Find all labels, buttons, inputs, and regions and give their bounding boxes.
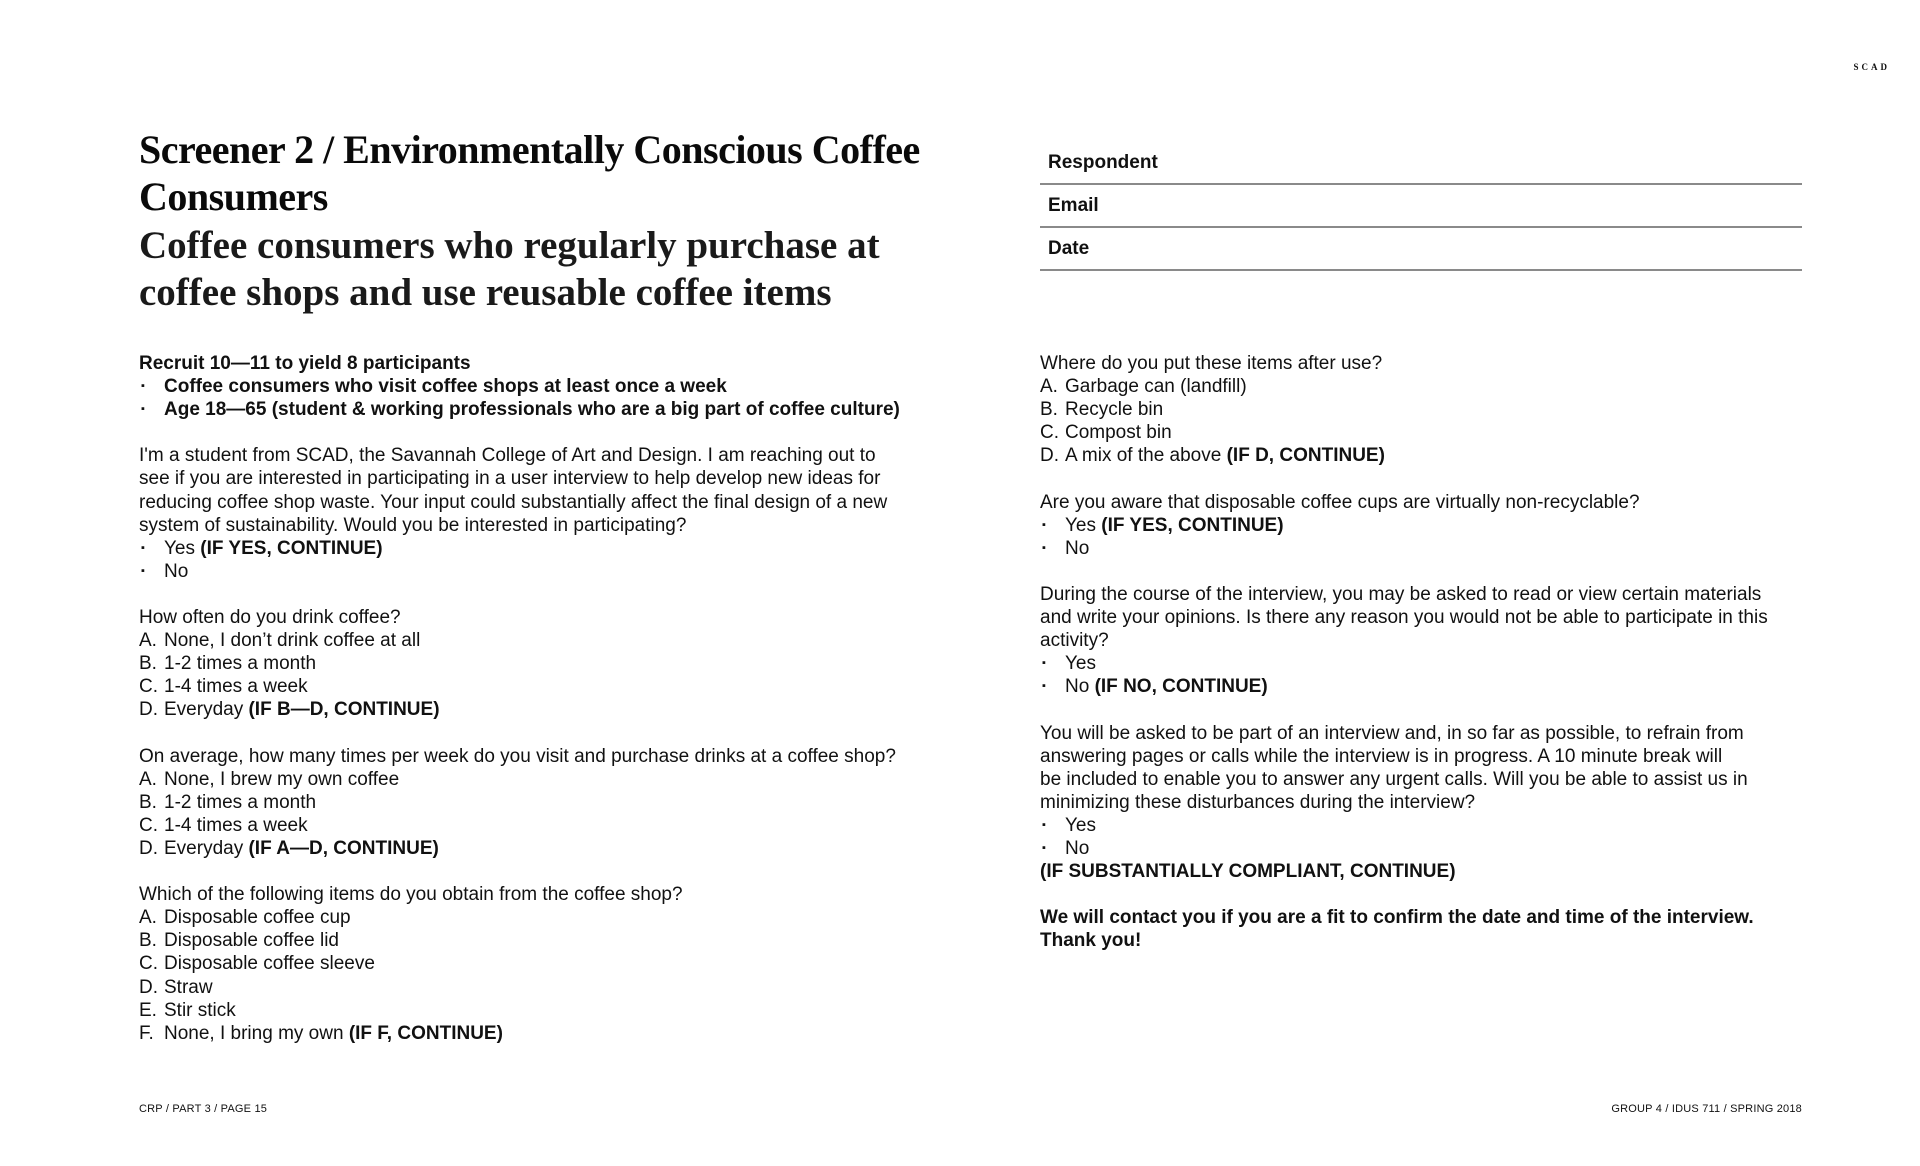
answer-options [139, 906, 919, 1045]
list-item: ▪ Yes [1042, 814, 1096, 836]
recruit-heading: Recruit 10—11 to yield 8 participants [139, 353, 471, 374]
compliance-instruction: (IF SUBSTANTIALLY COMPLIANT, CONTINUE) [1040, 861, 1456, 883]
list-item: ▪ No [1042, 537, 1090, 559]
scad-logo: SCAD [1853, 62, 1890, 72]
bullet-icon: ▪ [1042, 541, 1046, 554]
list-item: C. Compost bin [1040, 422, 1172, 444]
bullet-icon: ▪ [1042, 518, 1046, 531]
closing-section [1040, 906, 1802, 952]
answer-options [1040, 652, 1802, 698]
list-item: B. 1-2 times a month [139, 791, 317, 813]
list-item: D. Everyday (IF B—D, CONTINUE) [139, 699, 440, 721]
list-item: C. Disposable coffee sleeve [139, 953, 375, 975]
respondent-form [1040, 143, 1802, 272]
respondent-label: Respondent [1048, 152, 1158, 173]
bullet-icon: ▪ [141, 403, 145, 416]
question-text: and write your opinions. Is there any reason you would not be able to participate in this [1040, 607, 1768, 629]
question-text: answering pages or calls while the interview is in progress. A 10 minute break will [1040, 745, 1723, 767]
intro-options [139, 537, 919, 583]
question-text: Are you aware that disposable coffee cups are virtually non-recyclable? [1040, 491, 1640, 513]
answer-options [1040, 375, 1802, 467]
list-item: A. Garbage can (landfill) [1040, 376, 1247, 398]
question-text: You will be asked to be part of an interview and, in so far as possible, to refrain from [1040, 722, 1744, 744]
question-visit-frequency [139, 745, 919, 860]
list-item: D. Straw [139, 976, 213, 998]
respondent-field[interactable] [1040, 143, 1802, 185]
answer-options [139, 768, 919, 860]
page-title: Screener 2 / Environmentally Conscious Coffee Consumers [139, 127, 920, 219]
answer-options [139, 629, 919, 721]
list-item: B. Recycle bin [1040, 399, 1164, 421]
list-item: A. Disposable coffee cup [139, 907, 351, 929]
question-text: How often do you drink coffee? [139, 607, 401, 629]
list-item: B. Disposable coffee lid [139, 930, 339, 952]
intro-line: reducing coffee shop waste. Your input could substantially affect the final design of a new [139, 491, 888, 513]
question-text: minimizing these disturbances during the interview? [1040, 791, 1476, 813]
page-subtitle: Coffee consumers who regularly purchase at coffee shops and use reusable coffee items [139, 224, 880, 314]
bullet-icon: ▪ [1042, 841, 1046, 854]
list-item: ▪ Yes (IF YES, CONTINUE) [1042, 514, 1284, 536]
question-disturbances [1040, 722, 1802, 884]
list-item: A. None, I don’t drink coffee at all [139, 630, 421, 652]
list-item: D. Everyday (IF A—D, CONTINUE) [139, 837, 439, 859]
recruit-section [139, 352, 919, 421]
answer-options [1040, 514, 1802, 560]
footer-page-info: CRP / PART 3 / PAGE 15 [139, 1103, 268, 1115]
list-item: E. Stir stick [139, 999, 236, 1021]
list-item: C. 1-4 times a week [139, 814, 308, 836]
list-item: F. None, I bring my own (IF F, CONTINUE) [139, 1022, 503, 1044]
list-item: D. A mix of the above (IF D, CONTINUE) [1040, 445, 1385, 467]
bullet-icon: ▪ [141, 380, 145, 393]
bullet-icon: ▪ [1042, 657, 1046, 670]
question-text: Which of the following items do you obtain from the coffee shop? [139, 884, 683, 906]
list-item: ▪ No [141, 560, 189, 582]
intro-line: I'm a student from SCAD, the Savannah College of Art and Design. I am reaching out to [139, 445, 876, 467]
date-label: Date [1048, 238, 1090, 259]
closing-text: Thank you! [1040, 930, 1142, 952]
footer-course-info: GROUP 4 / IDUS 711 / SPRING 2018 [1611, 1103, 1802, 1115]
intro-line: system of sustainability. Would you be interested in participating? [139, 514, 687, 536]
list-item: ▪ Coffee consumers who visit coffee shops at least once a week [141, 376, 727, 398]
question-text: Where do you put these items after use? [1040, 353, 1383, 374]
list-item: B. 1-2 times a month [139, 653, 317, 675]
email-label: Email [1048, 195, 1099, 216]
list-item: ▪ Age 18—65 (student & working professionals who are a big part of coffee culture) [141, 399, 900, 421]
intro-line: see if you are interested in participating in a user interview to help develop new ideas for [139, 468, 881, 490]
intro-section [139, 444, 919, 583]
question-recyclable-awareness [1040, 491, 1802, 560]
question-drink-frequency [139, 606, 919, 721]
list-item: ▪ Yes (IF YES, CONTINUE) [141, 537, 383, 559]
bullet-icon: ▪ [1042, 818, 1046, 831]
list-item: ▪ No [1042, 837, 1090, 859]
date-field[interactable] [1040, 229, 1802, 271]
question-text: On average, how many times per week do you visit and purchase drinks at a coffee shop? [139, 745, 896, 767]
list-item: ▪ No (IF NO, CONTINUE) [1042, 676, 1268, 698]
left-column [139, 352, 919, 1068]
bullet-icon: ▪ [141, 541, 145, 554]
question-text: During the course of the interview, you may be asked to read or view certain materials [1040, 583, 1762, 605]
list-item: ▪ Yes [1042, 653, 1096, 675]
list-item: C. 1-4 times a week [139, 676, 308, 698]
question-participation-ability [1040, 583, 1802, 698]
bullet-icon: ▪ [141, 564, 145, 577]
question-text: be included to enable you to answer any urgent calls. Will you be able to assist us in [1040, 768, 1748, 790]
answer-options [1040, 814, 1802, 860]
list-item: A. None, I brew my own coffee [139, 768, 400, 790]
question-text: activity? [1040, 630, 1109, 652]
question-items-obtained [139, 883, 919, 1045]
right-column [1040, 352, 1802, 976]
bullet-icon: ▪ [1042, 680, 1046, 693]
question-disposal [1040, 352, 1802, 467]
email-field[interactable] [1040, 186, 1802, 228]
recruit-criteria [139, 375, 919, 421]
closing-text: We will contact you if you are a fit to confirm the date and time of the interview. [1040, 907, 1754, 929]
